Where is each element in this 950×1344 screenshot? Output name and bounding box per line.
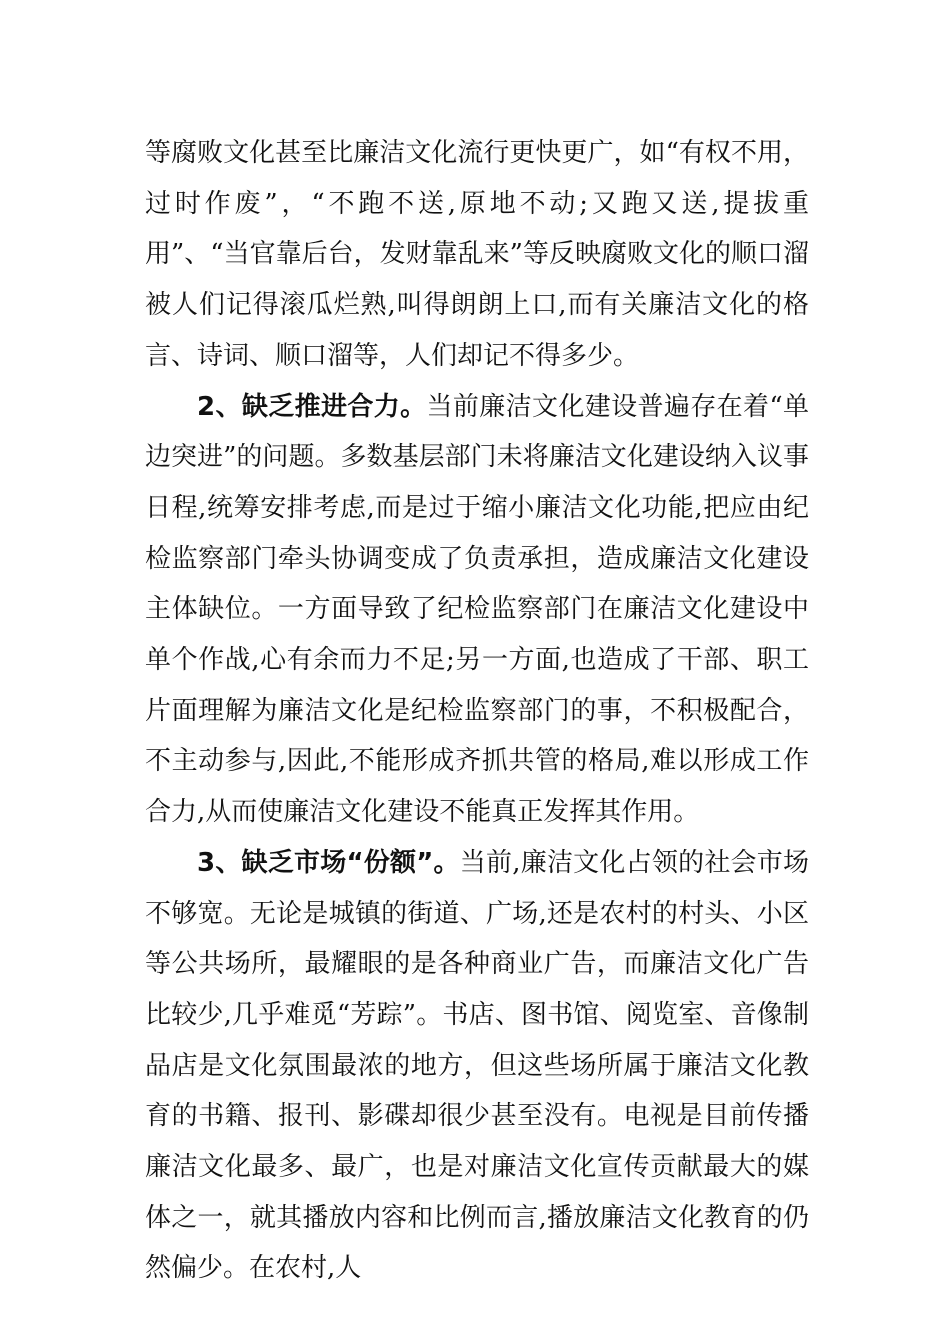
section-paragraph-2 (145, 382, 809, 838)
paragraph-continuation (145, 128, 809, 382)
paragraph-text: 当前,廉洁文化占领的社会市场不够宽。无论是城镇的街道、广场,还是农村的村头、小区等公共场所，最耀眼的是各种商业广告，而廉洁文化广告比较少,几乎难觅“芳踪”。书店、图书馆、阅览室、音像制品店是文化氛围最浓的地方，但这些场所属于廉洁文化教育的书籍、报刊、影碟却很少甚至没有。电视是目前传播廉洁文化最多、最广，也是对廉洁文化宣传贡献最大的媒体之一，就其播放内容和比例而言,播放廉洁文化教育的仍然偏少。在农村,人 (145, 847, 810, 1284)
section-heading-2: 2、缺乏推进合力。 (197, 391, 427, 422)
paragraph-text: 当前廉洁文化建设普遍存在着“单边突进”的问题。多数基层部门未将廉洁文化建设纳入议事日程,统筹安排考虑,而是过于缩小廉洁文化功能,把应由纪检监察部门牵头协调变成了负责承担，造成廉洁文化建设主体缺位。一方面导致了纪检监察部门在廉洁文化建设中单个作战,心有余而力不足;另一方面,也造成了干部、职工片面理解为廉洁文化是纪检监察部门的事，不积极配合，不主动参与,因此,不能形成齐抓共管的格局,难以形成工作合力,从而使廉洁文化建设不能真正发挥其作用。 (145, 391, 810, 828)
section-heading-3: 3、缺乏市场“份额”。 (197, 847, 460, 878)
document-body (145, 128, 809, 1294)
paragraph-text: 等腐败文化甚至比廉洁文化流行更快更广，如“有权不用，过时作废”，“不跑不送,原地不动;又跑又送,提拔重用”、“当官靠后台，发财靠乱来”等反映腐败文化的顺口溜被人们记得滚瓜烂熟,叫得朗朗上口,而有关廉洁文化的格言、诗词、顺口溜等，人们却记不得多少。 (145, 138, 809, 371)
section-paragraph-3 (145, 838, 809, 1294)
